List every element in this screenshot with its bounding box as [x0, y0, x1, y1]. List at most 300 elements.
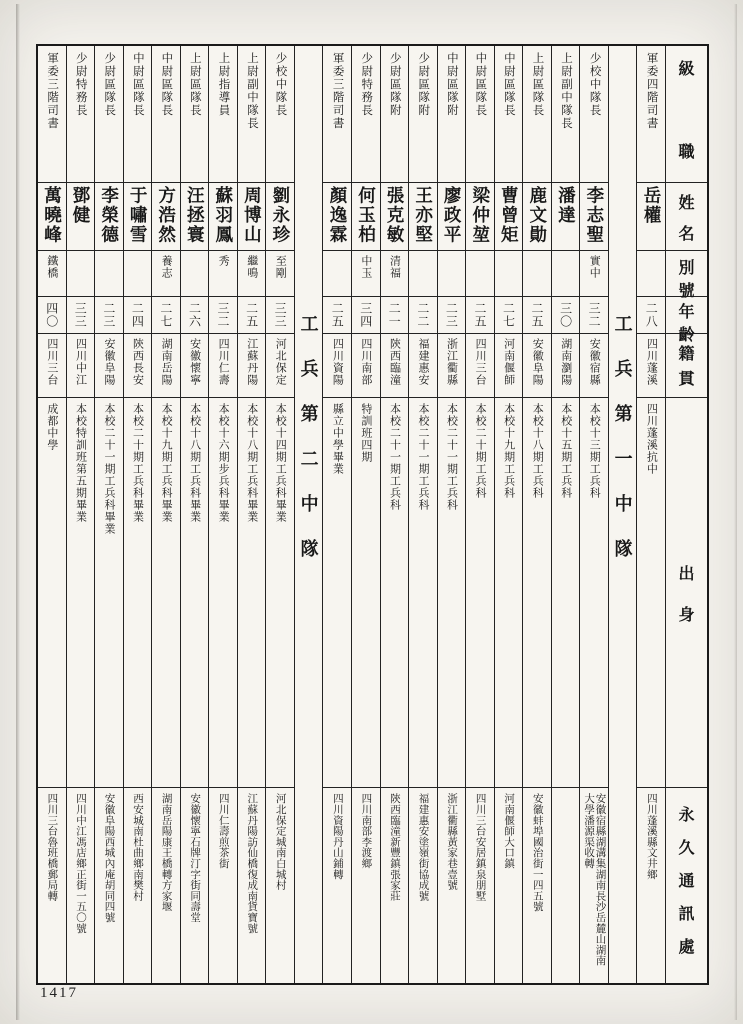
person-name: 梁仲堃 [470, 186, 491, 245]
header-age-text: 年 齡 [678, 304, 695, 344]
name-cell [124, 183, 152, 251]
person-education: 成都中學 [45, 403, 58, 451]
person-native: 安徽阜陽 [531, 338, 544, 386]
address-cell [323, 788, 351, 983]
person-age: 三三 [273, 302, 288, 328]
person-rank: 中尉區隊長 [160, 52, 173, 117]
alias-cell [495, 251, 523, 297]
person-education: 本校二十一期工兵科 [388, 403, 401, 511]
address-cell [38, 788, 66, 983]
name-cell [209, 183, 237, 251]
person-age: 三三 [73, 302, 88, 328]
name-cell [495, 183, 523, 251]
section-title: 工兵第二中隊 [298, 314, 319, 584]
person-education: 四川蓬溪抗中 [645, 403, 658, 475]
person-name: 萬曉峰 [42, 186, 63, 245]
person-address: 四川三台魯班橋郵局轉 [46, 793, 58, 901]
person-rank: 少尉區隊附 [417, 52, 430, 117]
age-cell [523, 297, 551, 334]
native-cell [181, 334, 209, 398]
section-title-cell [295, 46, 323, 983]
education-cell [38, 398, 66, 788]
section-title: 工兵第一中隊 [612, 314, 633, 584]
person-age: 三四 [358, 302, 373, 328]
person-native: 四川南部 [359, 338, 372, 386]
person-name: 汪拯寰 [185, 186, 206, 245]
person-age: 二五 [472, 302, 487, 328]
person-education: 本校二十期工兵科畢業 [131, 403, 144, 523]
address-cell [580, 788, 608, 983]
address-cell [209, 788, 237, 983]
person-name: 蘇羽鳳 [213, 186, 234, 245]
name-cell [580, 183, 608, 251]
person-age: 二八 [644, 302, 659, 328]
person-address: 安徽懷寧石牌汀字街同壽堂 [189, 793, 201, 923]
person-native: 四川中江 [74, 338, 87, 386]
rank-cell [67, 46, 95, 183]
person-address: 四川資陽丹山鋪轉 [331, 793, 343, 880]
person-native: 陝西長安 [131, 338, 144, 386]
age-cell [95, 297, 123, 334]
native-cell [124, 334, 152, 398]
education-cell [552, 398, 580, 788]
name-cell [466, 183, 494, 251]
person-name: 鹿文勛 [527, 186, 548, 245]
table-header-column [665, 46, 707, 983]
person-rank: 少尉區隊長 [103, 52, 116, 117]
person-rank: 上尉指導員 [217, 52, 230, 117]
person-column [579, 46, 608, 983]
address-cell [552, 788, 580, 983]
header-age-label [666, 297, 707, 344]
person-alias: 鐵橋 [45, 255, 58, 279]
person-name: 于嘯雪 [128, 186, 149, 245]
age-cell [409, 297, 437, 334]
person-address: 四川中江馮店鄉正街一五〇號 [74, 793, 86, 934]
person-column [408, 46, 437, 983]
address-cell [352, 788, 380, 983]
person-age: 二五 [530, 302, 545, 328]
person-address: 河北保定城南白城村 [274, 793, 286, 891]
person-age: 二七 [158, 302, 173, 328]
person-rank: 上尉區隊長 [188, 52, 201, 117]
alias-cell [409, 251, 437, 297]
section-divider-column [294, 46, 323, 983]
alias-cell [238, 251, 266, 297]
person-rank: 上尉區隊長 [531, 52, 544, 117]
age-cell [38, 297, 66, 334]
rank-cell [181, 46, 209, 183]
header-alias-label [666, 251, 707, 300]
person-alias: 清福 [388, 255, 401, 279]
person-name: 顏逸霖 [327, 186, 348, 245]
person-column [322, 46, 351, 983]
person-native: 四川資陽 [331, 338, 344, 386]
person-column [522, 46, 551, 983]
address-cell [637, 788, 665, 983]
person-age: 二六 [187, 302, 202, 328]
person-native: 浙江衢縣 [445, 338, 458, 386]
section-divider-column [608, 46, 637, 983]
person-education: 本校十八期工兵科畢業 [245, 403, 258, 523]
rank-cell [552, 46, 580, 183]
person-alias: 實中 [588, 255, 601, 279]
alias-cell [580, 251, 608, 297]
person-address: 河南偃師大口鎮 [503, 793, 515, 869]
person-alias: 中玉 [359, 255, 372, 279]
alias-cell [381, 251, 409, 297]
person-name: 李志聖 [584, 186, 605, 245]
person-address: 浙江衢縣黃家巷壹號 [446, 793, 458, 891]
header-name-label [666, 183, 707, 251]
person-alias: 秀 [217, 255, 230, 267]
person-rank: 少校中隊長 [588, 52, 601, 117]
person-rank: 上尉副中隊長 [246, 52, 258, 130]
native-cell [323, 334, 351, 398]
header-education-label [666, 398, 707, 788]
name-cell [152, 183, 180, 251]
rank-cell [495, 46, 523, 183]
native-cell [152, 334, 180, 398]
header-name-text: 姓 名 [678, 195, 695, 243]
age-cell [580, 297, 608, 334]
person-education: 本校十八期工兵科畢業 [188, 403, 201, 523]
person-rank: 少尉區隊附 [388, 52, 401, 117]
native-cell [238, 334, 266, 398]
person-column [265, 46, 294, 983]
person-native: 四川仁壽 [217, 338, 230, 386]
person-column [437, 46, 466, 983]
person-age: 三〇 [558, 302, 573, 328]
person-age: 二三 [444, 302, 459, 328]
address-cell [124, 788, 152, 983]
person-education: 本校十六期步兵科畢業 [217, 403, 230, 523]
education-cell [124, 398, 152, 788]
person-address: 湖南岳陽康王橋轉方家堰 [160, 793, 172, 912]
person-address: 安徽宿縣湖溝集湖南長沙岳麓山湖南大學潘源渠收轉 [583, 793, 606, 966]
education-cell [466, 398, 494, 788]
person-column [208, 46, 237, 983]
section-title-cell [609, 46, 637, 983]
name-cell [323, 183, 351, 251]
scan-edge-shadow-left [16, 4, 20, 1020]
age-cell [552, 297, 580, 334]
alias-cell [209, 251, 237, 297]
rank-cell [238, 46, 266, 183]
address-cell [466, 788, 494, 983]
name-cell [552, 183, 580, 251]
age-cell [152, 297, 180, 334]
alias-cell [124, 251, 152, 297]
age-cell [209, 297, 237, 334]
person-address: 四川蓬溪縣文井鄉 [645, 793, 657, 880]
person-rank: 少尉特務長 [360, 52, 373, 117]
age-cell [238, 297, 266, 334]
person-age: 二一 [387, 302, 402, 328]
person-age: 三二 [216, 302, 231, 328]
name-cell [266, 183, 294, 251]
person-name: 張克敏 [385, 186, 406, 245]
person-name: 方浩然 [156, 186, 177, 245]
person-rank: 中尉區隊附 [445, 52, 458, 117]
person-column [551, 46, 580, 983]
age-cell [352, 297, 380, 334]
education-cell [637, 398, 665, 788]
person-name: 岳權 [641, 186, 662, 225]
person-column [66, 46, 95, 983]
person-education: 本校二十一期工兵科 [417, 403, 429, 511]
person-rank: 少校中隊長 [274, 52, 287, 117]
native-cell [95, 334, 123, 398]
address-cell [181, 788, 209, 983]
native-cell [381, 334, 409, 398]
education-cell [323, 398, 351, 788]
person-education: 本校十八期工兵科 [531, 403, 544, 499]
person-column [237, 46, 266, 983]
person-alias: 繼鳴 [245, 255, 258, 279]
person-rank: 中尉區隊長 [474, 52, 487, 117]
name-cell [352, 183, 380, 251]
age-cell [438, 297, 466, 334]
education-cell [409, 398, 437, 788]
education-cell [238, 398, 266, 788]
person-rank: 軍委四階司書 [645, 52, 658, 130]
person-native: 安徽宿縣 [588, 338, 601, 386]
education-cell [95, 398, 123, 788]
age-cell [381, 297, 409, 334]
age-cell [181, 297, 209, 334]
person-address: 安徽蚌埠國治街一四五號 [531, 793, 543, 912]
address-cell [152, 788, 180, 983]
age-cell [124, 297, 152, 334]
rank-cell [95, 46, 123, 183]
name-cell [181, 183, 209, 251]
native-cell [438, 334, 466, 398]
native-cell [466, 334, 494, 398]
name-cell [238, 183, 266, 251]
person-education: 本校十五期工兵科 [559, 403, 572, 499]
address-cell [95, 788, 123, 983]
person-education: 本校二十一期工兵科畢業 [102, 403, 115, 535]
header-rank-label [666, 46, 707, 183]
rank-cell [38, 46, 66, 183]
name-cell [381, 183, 409, 251]
person-age: 二三 [101, 302, 116, 328]
address-cell [381, 788, 409, 983]
person-address: 安徽阜陽西城內庵胡同四號 [103, 793, 115, 923]
education-cell [523, 398, 551, 788]
person-education: 特訓班四期 [359, 403, 372, 463]
native-cell [523, 334, 551, 398]
name-cell [637, 183, 665, 251]
native-cell [67, 334, 95, 398]
person-address: 江蘇丹陽訪仙橋復成南貨寶號 [246, 793, 258, 934]
alias-cell [466, 251, 494, 297]
education-cell [438, 398, 466, 788]
education-cell [266, 398, 294, 788]
person-native: 四川三台 [45, 338, 58, 386]
age-cell [495, 297, 523, 334]
native-cell [580, 334, 608, 398]
person-age: 二四 [130, 302, 145, 328]
alias-cell [67, 251, 95, 297]
person-rank: 少尉特務長 [74, 52, 87, 117]
age-cell [266, 297, 294, 334]
education-cell [209, 398, 237, 788]
native-cell [495, 334, 523, 398]
rank-cell [637, 46, 665, 183]
person-column [180, 46, 209, 983]
address-cell [409, 788, 437, 983]
person-name: 鄧健 [71, 186, 92, 225]
person-education: 本校十九期工兵科畢業 [160, 403, 173, 523]
age-cell [323, 297, 351, 334]
header-education-text: 出 身 [678, 565, 695, 624]
person-column [123, 46, 152, 983]
rank-cell [152, 46, 180, 183]
native-cell [266, 334, 294, 398]
person-name: 李榮德 [99, 186, 120, 245]
person-column [465, 46, 494, 983]
alias-cell [266, 251, 294, 297]
person-native: 河北保定 [274, 338, 287, 386]
address-cell [238, 788, 266, 983]
person-name: 曹曾矩 [499, 186, 520, 245]
alias-cell [152, 251, 180, 297]
person-native: 湖南瀏陽 [559, 338, 572, 386]
name-cell [95, 183, 123, 251]
person-education: 本校特訓班第五期畢業 [74, 403, 87, 523]
education-cell [67, 398, 95, 788]
native-cell [637, 334, 665, 398]
person-native: 江蘇丹陽 [245, 338, 258, 386]
person-native: 福建惠安 [417, 338, 429, 386]
alias-cell [323, 251, 351, 297]
person-address: 四川仁壽煎茶街 [217, 793, 229, 869]
person-name: 王亦堅 [413, 186, 434, 245]
person-native: 陝西臨潼 [388, 338, 401, 386]
person-rank: 中尉區隊長 [131, 52, 144, 117]
person-rank: 軍委三階司書 [46, 52, 59, 130]
native-cell [552, 334, 580, 398]
person-age: 三二 [587, 302, 602, 328]
alias-cell [523, 251, 551, 297]
alias-cell [552, 251, 580, 297]
person-alias: 養志 [160, 255, 173, 279]
table-data-columns [38, 46, 665, 983]
education-cell [495, 398, 523, 788]
person-column [351, 46, 380, 983]
age-cell [67, 297, 95, 334]
header-alias-text: 別 號 [678, 260, 695, 300]
person-name: 周博山 [242, 186, 263, 245]
name-cell [38, 183, 66, 251]
name-cell [409, 183, 437, 251]
alias-cell [95, 251, 123, 297]
native-cell [209, 334, 237, 398]
age-cell [466, 297, 494, 334]
header-permanent-address-label [666, 788, 707, 983]
rank-cell [580, 46, 608, 183]
person-rank: 上尉副中隊長 [560, 52, 573, 130]
person-native: 四川三台 [474, 338, 487, 386]
alias-cell [181, 251, 209, 297]
header-native-place-text: 籍 貫 [678, 346, 695, 388]
person-education: 本校二十一期工兵科 [445, 403, 458, 511]
header-native-place-label [666, 334, 707, 398]
rank-cell [409, 46, 437, 183]
education-cell [580, 398, 608, 788]
person-column [636, 46, 665, 983]
address-cell [495, 788, 523, 983]
native-cell [352, 334, 380, 398]
rank-cell [124, 46, 152, 183]
person-education: 本校十三期工兵科 [588, 403, 601, 499]
person-education: 本校十九期工兵科 [502, 403, 515, 499]
rank-cell [381, 46, 409, 183]
alias-cell [637, 251, 665, 297]
rank-cell [323, 46, 351, 183]
person-native: 安徽懷寧 [188, 338, 201, 386]
education-cell [352, 398, 380, 788]
person-education: 本校十四期工兵科畢業 [274, 403, 287, 523]
rank-cell [352, 46, 380, 183]
address-cell [266, 788, 294, 983]
education-cell [381, 398, 409, 788]
person-rank: 軍委三階司書 [331, 52, 344, 130]
person-native: 安徽阜陽 [102, 338, 115, 386]
native-cell [409, 334, 437, 398]
person-age: 二七 [501, 302, 516, 328]
person-column [494, 46, 523, 983]
page-number: 1417 [40, 985, 78, 1001]
person-address: 陝西臨潼新豐鎮張家莊 [388, 793, 400, 901]
person-column [38, 46, 66, 983]
name-cell [67, 183, 95, 251]
person-age: 二五 [244, 302, 259, 328]
person-age: 四〇 [44, 302, 59, 328]
person-native: 河南偃師 [502, 338, 515, 386]
education-cell [152, 398, 180, 788]
person-education: 本校二十期工兵科 [474, 403, 487, 499]
scan-edge-shadow-right [734, 4, 737, 1020]
header-rank-text: 級 職 [678, 61, 695, 161]
age-cell [637, 297, 665, 334]
person-name: 廖政平 [442, 186, 463, 245]
person-alias: 至剛 [274, 255, 287, 279]
native-cell [38, 334, 66, 398]
person-name: 劉永珍 [270, 186, 291, 245]
rank-cell [523, 46, 551, 183]
person-native: 四川蓬溪 [645, 338, 658, 386]
person-address: 福建惠安塗嶺街協成號 [417, 793, 429, 901]
person-name: 何玉柏 [356, 186, 377, 245]
person-rank: 中尉區隊長 [502, 52, 515, 117]
person-address: 西安城南杜曲鄉南樊村 [132, 793, 144, 901]
person-age: 二五 [330, 302, 345, 328]
address-cell [523, 788, 551, 983]
person-address: 四川南部李渡鄉 [360, 793, 372, 869]
header-permanent-address-text: 永 久 通 訊 處 [678, 807, 695, 956]
person-column [380, 46, 409, 983]
alias-cell [352, 251, 380, 297]
personnel-roster-table [36, 44, 709, 985]
alias-cell [38, 251, 66, 297]
name-cell [523, 183, 551, 251]
person-native: 湖南岳陽 [160, 338, 173, 386]
rank-cell [438, 46, 466, 183]
person-education: 縣立中學畢業 [331, 403, 344, 475]
